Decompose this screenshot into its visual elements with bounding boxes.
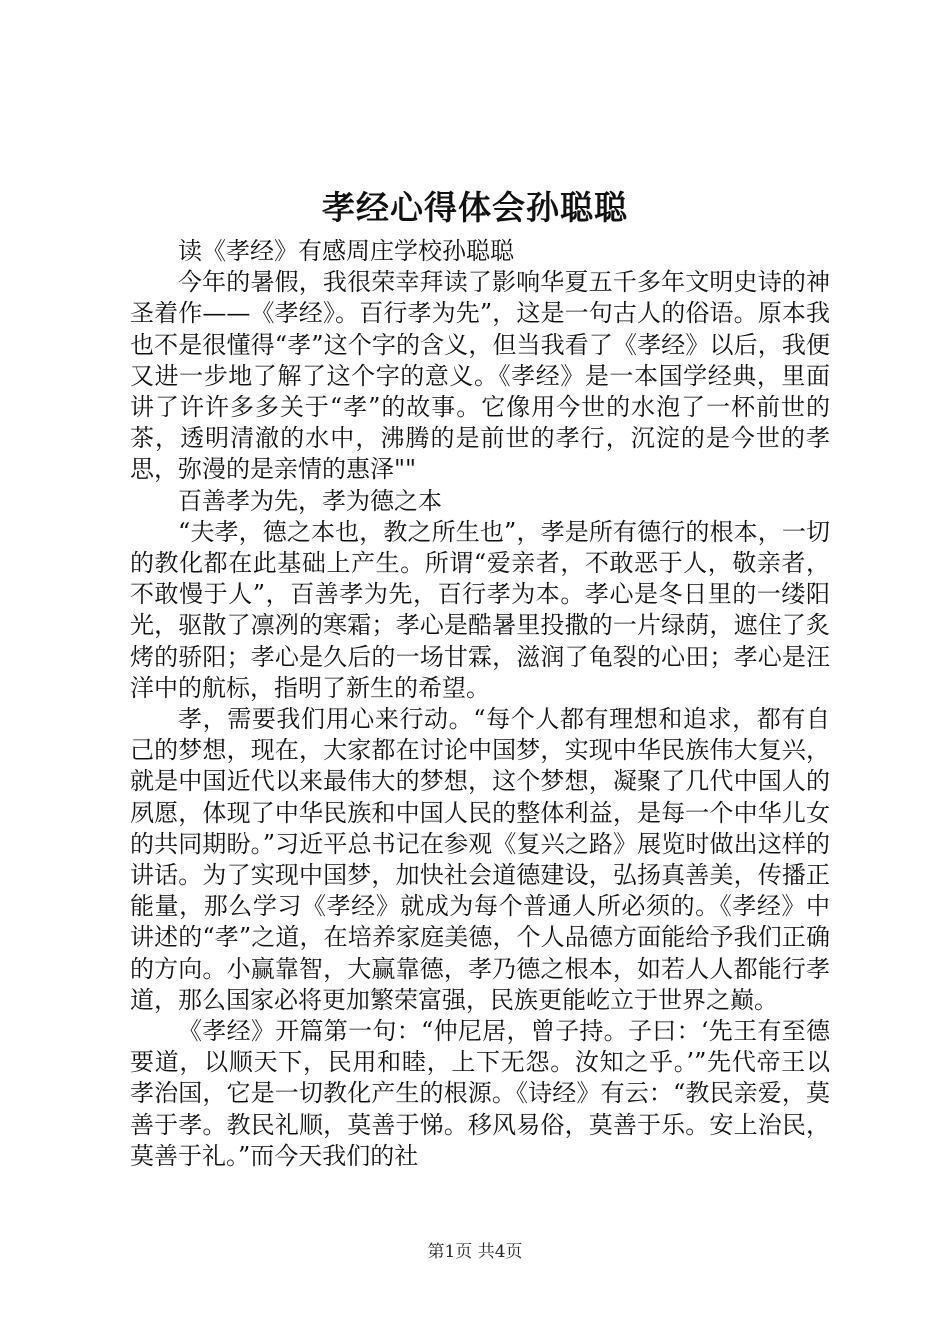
subtitle-paragraph: 读《孝经》有感周庄学校孙聪聪: [178, 237, 514, 265]
section-heading-paragraph: 百善孝为先，孝为德之本: [178, 486, 442, 515]
body-paragraph: 孝，需要我们用心来行动。“每个人都有理想和追求，都有自己的梦想，现在，大家都在讨论中国梦，实现中华民族伟大复兴，就是中国近代以来最伟大的梦想，这个梦想，凝聚了几代中国人的夙愿，体现了中华民族和中国人民的整体利益，是每一个中华儿女的共同期盼。”习近平总书记在参观《复兴之路》展览时做出这样的讲话。为了实现中国梦，加快社会道德建设，弘扬真善美，传播正能量，那么学习《孝经》就成为每个普通人所必须的。《孝经》中讲述的“孝”之道，在培养家庭美德，个人品德方面能给予我们正确的方向。小赢靠智，大赢靠德，孝乃德之根本，如若人人都能行孝道，那么国家必将更加繁荣富强，民族更能屹立于世界之巅。: [130, 705, 830, 1014]
body-paragraph: 今年的暑假，我很荣幸拜读了影响华夏五千多年文明史诗的神圣着作——《孝经》。百行孝为先”，这是一句古人的俗语。原本我也不是很懂得“孝”这个字的含义，但当我看了《孝经》以后，我便又进一步地了解了这个字的意义。《孝经》是一本国学经典，里面讲了许许多多关于“孝”的故事。它像用今世的水泡了一杯前世的茶，透明清澈的水中，沸腾的是前世的孝行，沉淀的是今世的孝思，弥漫的是亲情的惠泽"": [130, 268, 830, 484]
document-body: [130, 236, 830, 1172]
body-paragraph: “夫孝，德之本也，教之所生也”，孝是所有德行的根本，一切的教化都在此基础上产生。所谓“爱亲者，不敢恶于人，敬亲者，不敢慢于人”，百善孝为先，百行孝为本。孝心是冬日里的一缕阳光，驱散了凛冽的寒霜；孝心是酷暑里投撒的一片绿荫，遮住了炙烤的骄阳；孝心是久后的一场甘霖，滋润了龟裂的心田；孝心是汪洋中的航标，指明了新生的希望。: [130, 517, 830, 702]
document-title: 孝经心得体会孙聪聪: [322, 188, 628, 227]
body-paragraph: 《孝经》开篇第一句：“仲尼居，曾子持。子曰：‘先王有至德要道，以顺天下，民用和睦，上下无怨。汝知之乎。’”先代帝王以孝治国，它是一切教化产生的根源。《诗经》有云：“教民亲爱，莫善于孝。教民礼顺，莫善于悌。移风易俗，莫善于乐。安上治民，莫善于礼。”而今天我们的社: [130, 1017, 830, 1170]
page-number-footer: 第1页 共4页: [427, 1242, 523, 1262]
